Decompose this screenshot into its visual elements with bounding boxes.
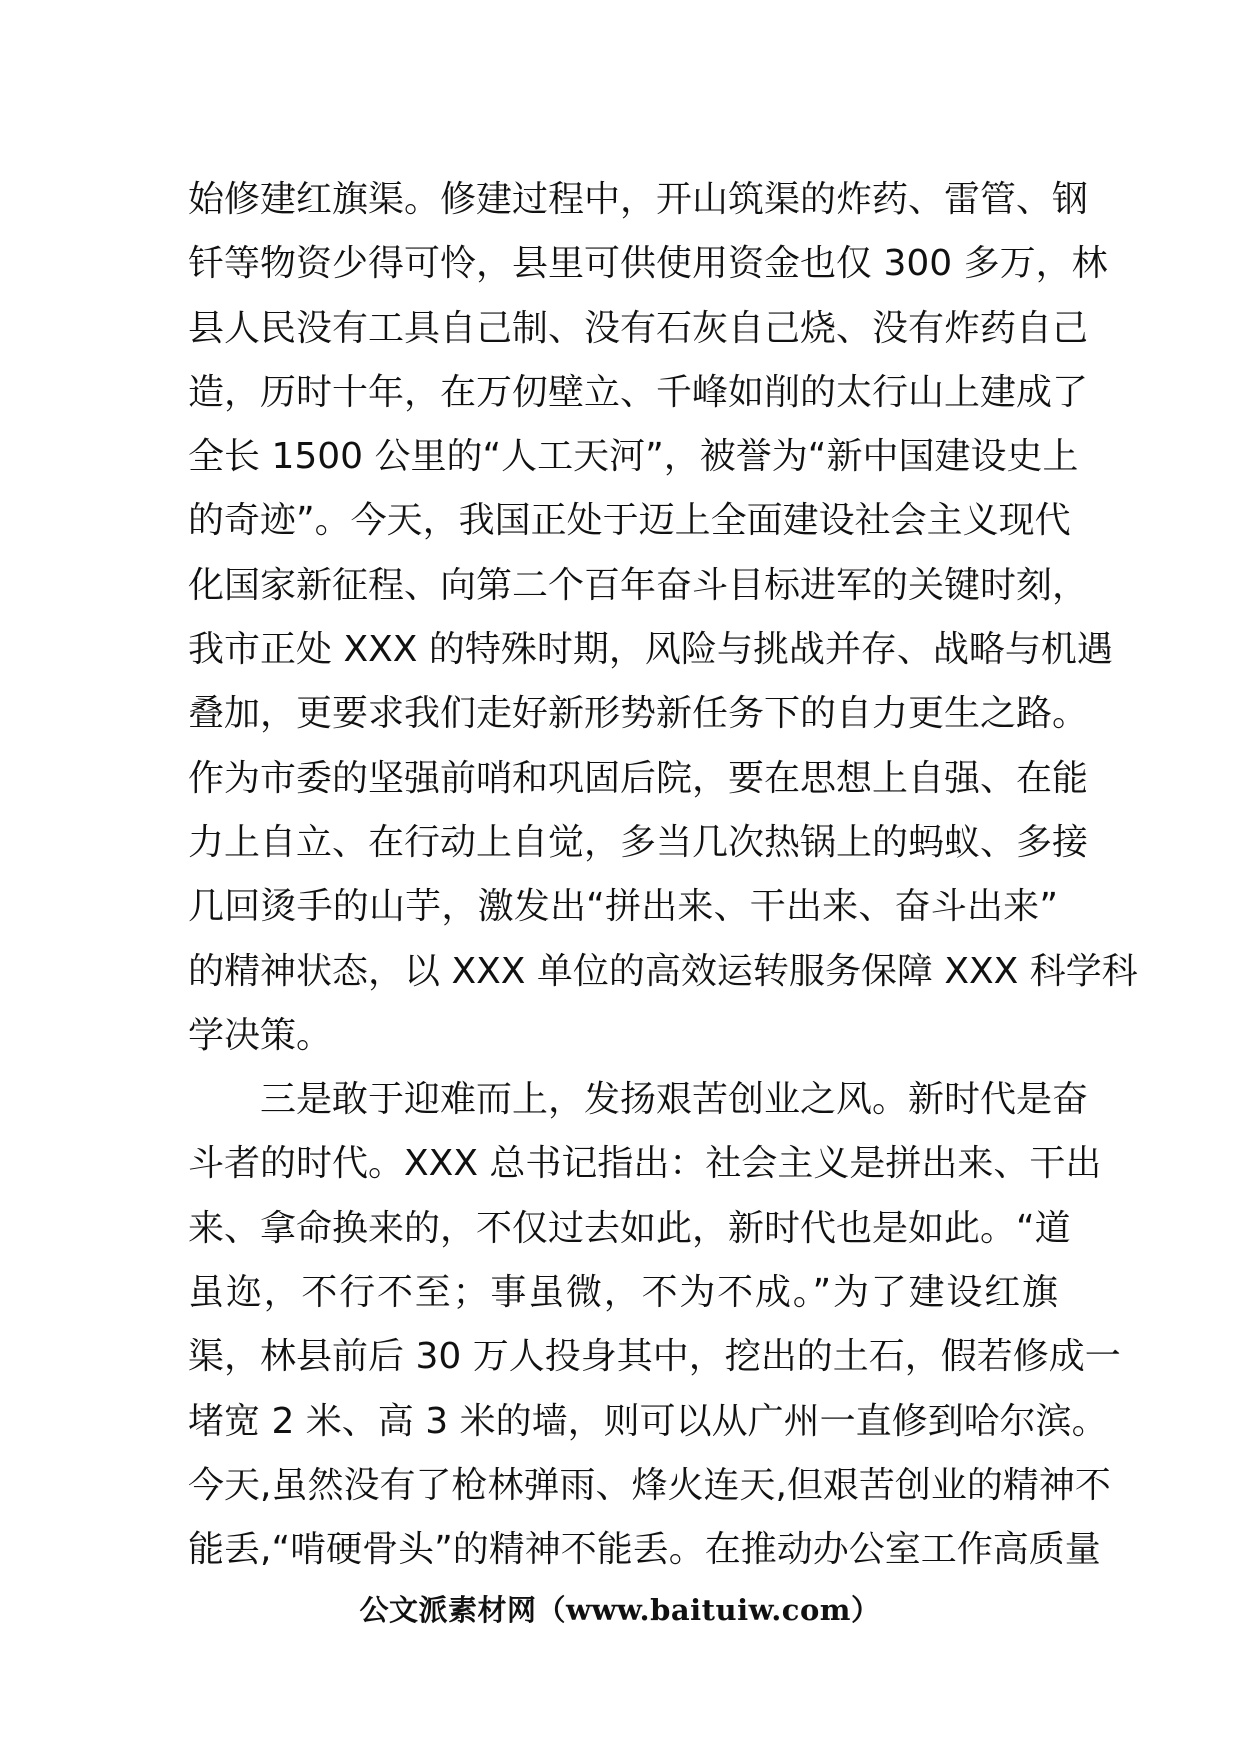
text-line: 始修建红旗渠。修建过程中，开山筑渠的炸药、雷管、钢	[188, 179, 1089, 220]
text-line: 我市正处 XXX 的特殊时期，风险与挑战并存、战略与机遇	[188, 629, 1113, 671]
text-line: 今天,虽然没有了枪林弹雨、烽火连天,但艰苦创业的精神不	[188, 1464, 1111, 1506]
text-line: 作为市委的坚强前哨和巩固后院，要在思想上自强、在能	[188, 757, 1089, 799]
body-text	[188, 168, 1138, 1583]
text-line: 来、拿命换来的，不仅过去如此，新时代也是如此。“道	[188, 1207, 1071, 1249]
text-line: 渠，林县前后 30 万人投身其中，挖出的土石，假若修成一	[188, 1336, 1121, 1378]
text-line: 能丢,“啃硬骨头”的精神不能丢。在推动办公室工作高质量	[188, 1529, 1101, 1571]
text-line: 堵宽 2 米、高 3 米的墙，则可以从广州一直修到哈尔滨。	[188, 1400, 1108, 1442]
footer-watermark: 公文派素材网（www.baituiw.com）	[359, 1593, 881, 1627]
text-line: 力上自立、在行动上自觉，多当几次热锅上的蚂蚁、多接	[188, 821, 1089, 863]
text-line: 造，历时十年，在万仞壁立、千峰如削的太行山上建成了	[188, 371, 1089, 413]
text-line: 几回烫手的山芋，激发出“拼出来、干出来、奋斗出来”	[188, 886, 1058, 928]
text-line: 的奇迹”。今天，我国正处于迈上全面建设社会主义现代	[188, 500, 1071, 542]
paragraph-heading-line: 三是敢于迎难而上，发扬艰苦创业之风。新时代是奋	[260, 1079, 1089, 1121]
text-line: 县人民没有工具自己制、没有石灰自己烧、没有炸药自己	[188, 307, 1089, 349]
text-line: 叠加，更要求我们走好新形势新任务下的自力更生之路。	[188, 693, 1089, 735]
text-line: 钎等物资少得可怜，县里可供使用资金也仅 300 多万，林	[188, 243, 1108, 285]
text-line: 全长 1500 公里的“人工天河”，被誉为“新中国建设史上	[188, 436, 1079, 478]
text-line: 虽迩，不行不至；事虽微，不为不成。”为了建设红旗	[188, 1272, 1058, 1314]
text-line: 斗者的时代。XXX 总书记指出：社会主义是拼出来、干出	[188, 1143, 1102, 1185]
text-line: 学决策。	[188, 1014, 333, 1056]
text-line: 化国家新征程、向第二个百年奋斗目标进军的关键时刻，	[188, 564, 1089, 606]
text-line: 的精神状态，以 XXX 单位的高效运转服务保障 XXX 科学科	[188, 950, 1138, 992]
